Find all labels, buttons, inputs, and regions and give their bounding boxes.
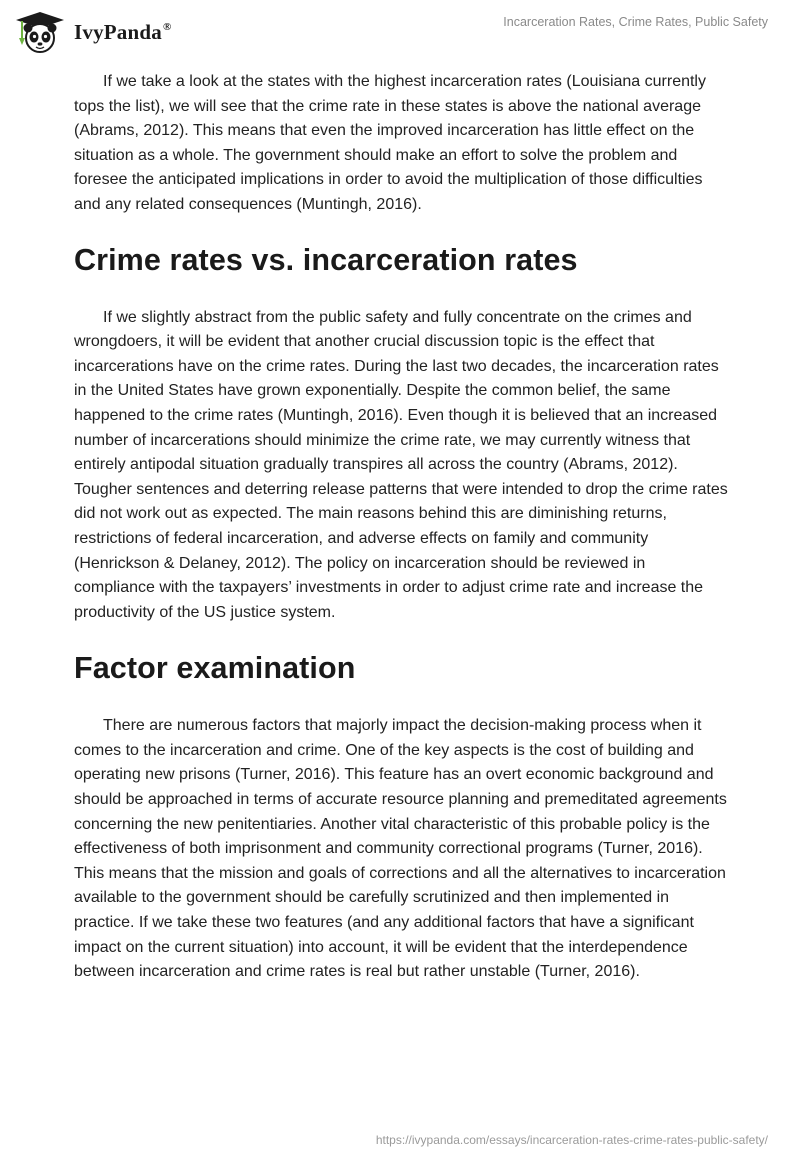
section-heading-factor-examination: Factor examination [74,651,356,686]
panda-graduate-icon [14,10,66,54]
running-title: Incarceration Rates, Crime Rates, Public Safety [503,15,768,29]
intro-paragraph: If we take a look at the states with the highest incarceration rates (Louisiana currently tops the list), we will see that the crime rate in these states is above the national average (Abrams, 2012). This means that even the improved incarceration has little effect on the situation as a whole. The government should make an effort to solve the problem and foresee the anticipated implications in order to avoid the multiplication of those difficulties and any related consequences (Muntingh, 2016). [74,73,706,213]
ivypanda-logo[interactable] [14,8,171,56]
section-paragraph-crime-rates: If we slightly abstract from the public safety and fully concentrate on the crimes and wrongdoers, it will be evident that another crucial discussion topic is the effect that incarcerations have on the crime rates. During the last two decades, the incarceration rates in the United States have grown exponentially. Despite the common belief, the same happened to the crime rates (Muntingh, 2016). Even though it is believed that an increased number of incarcerations should minimize the crime rate, we may currently witness that entirely antipodal situation gradually transpires all across the country (Abrams, 2012). Tougher sentences and deterring release patterns that were intended to drop the crime rates did not work out as expected. The main reasons behind this are diminishing returns, restrictions of federal incarceration, and adverse effects on family and community (Henrickson & Delaney, 2012). The policy on incarceration should be reviewed in compliance with the taxpayers’ investments in order to adjust crime rate and increase the productivity of the US justice system. [74,308,728,621]
section-paragraph-factor-examination: There are numerous factors that majorly impact the decision-making process when it comes to the incarceration and crime. One of the key aspects is the cost of building and operating new prisons (Turner, 2016). This feature has an overt economic background and should be approached in terms of accurate resource planning and premeditated agreements concerning the new penitentiaries. Another vital characteristic of this probable policy is the effectiveness of both imprisonment and community correctional programs (Turner, 2016). This means that the mission and goals of corrections and all the alternatives to incarceration available to the government should be carefully scrutinized and then implemented in practice. If we take these two features (and any additional factors that have a significant impact on the current situation) into account, it will be evident that the interdependence between incarceration and crime rates is real but rather unstable (Turner, 2016). [74,717,727,981]
page-header [0,0,800,62]
essay-content [74,70,729,985]
brand-name: IvyPanda® [74,19,172,44]
source-url[interactable]: https://ivypanda.com/essays/incarceration-rates-crime-rates-public-safety/ [375,1133,768,1147]
registered-mark: ® [162,20,172,33]
section-heading-crime-rates: Crime rates vs. incarceration rates [74,242,578,277]
